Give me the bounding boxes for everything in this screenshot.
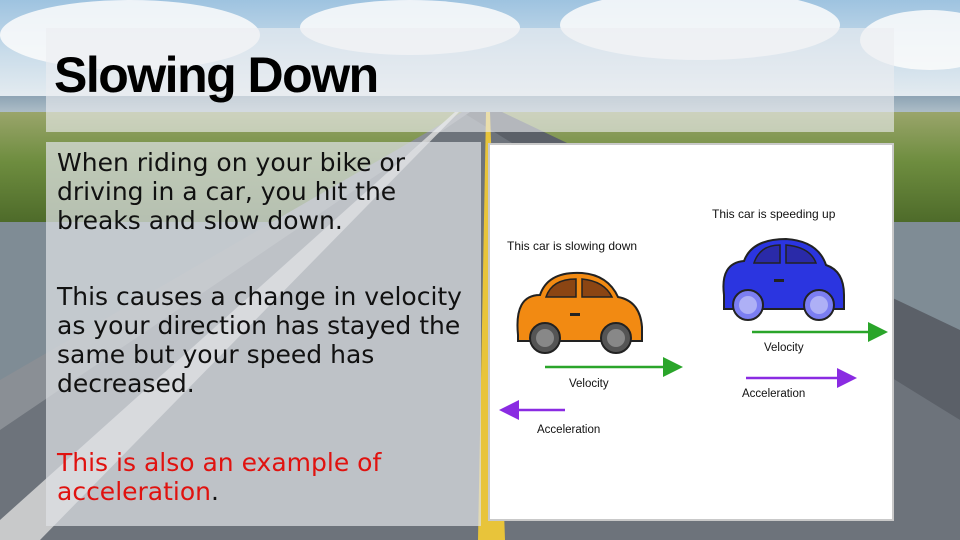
paragraph-braking: When riding on your bike or driving in a car, you hit the breaks and slow down. (57, 148, 405, 235)
slide-title: Slowing Down (54, 47, 378, 103)
slowing-car-caption: This car is slowing down (507, 239, 638, 253)
period: . (211, 477, 219, 506)
car-illustration (488, 143, 894, 521)
speeding-velocity-label: Velocity (764, 342, 804, 354)
orange-car (517, 273, 642, 353)
acceleration-highlight: This is also an example of acceleration (57, 448, 382, 506)
speeding-acceleration-label: Acceleration (742, 388, 806, 400)
slowing-acceleration-label: Acceleration (537, 424, 601, 436)
car-diagram (490, 145, 892, 519)
slowing-velocity-label: Velocity (569, 378, 609, 390)
paragraph-acceleration-example (57, 448, 477, 506)
speeding-car-caption: This car is speeding up (712, 207, 836, 221)
blue-car (723, 239, 844, 320)
paragraph-velocity-change: This causes a change in velocity as your direction has stayed the same but your speed has decreased. (57, 282, 462, 398)
